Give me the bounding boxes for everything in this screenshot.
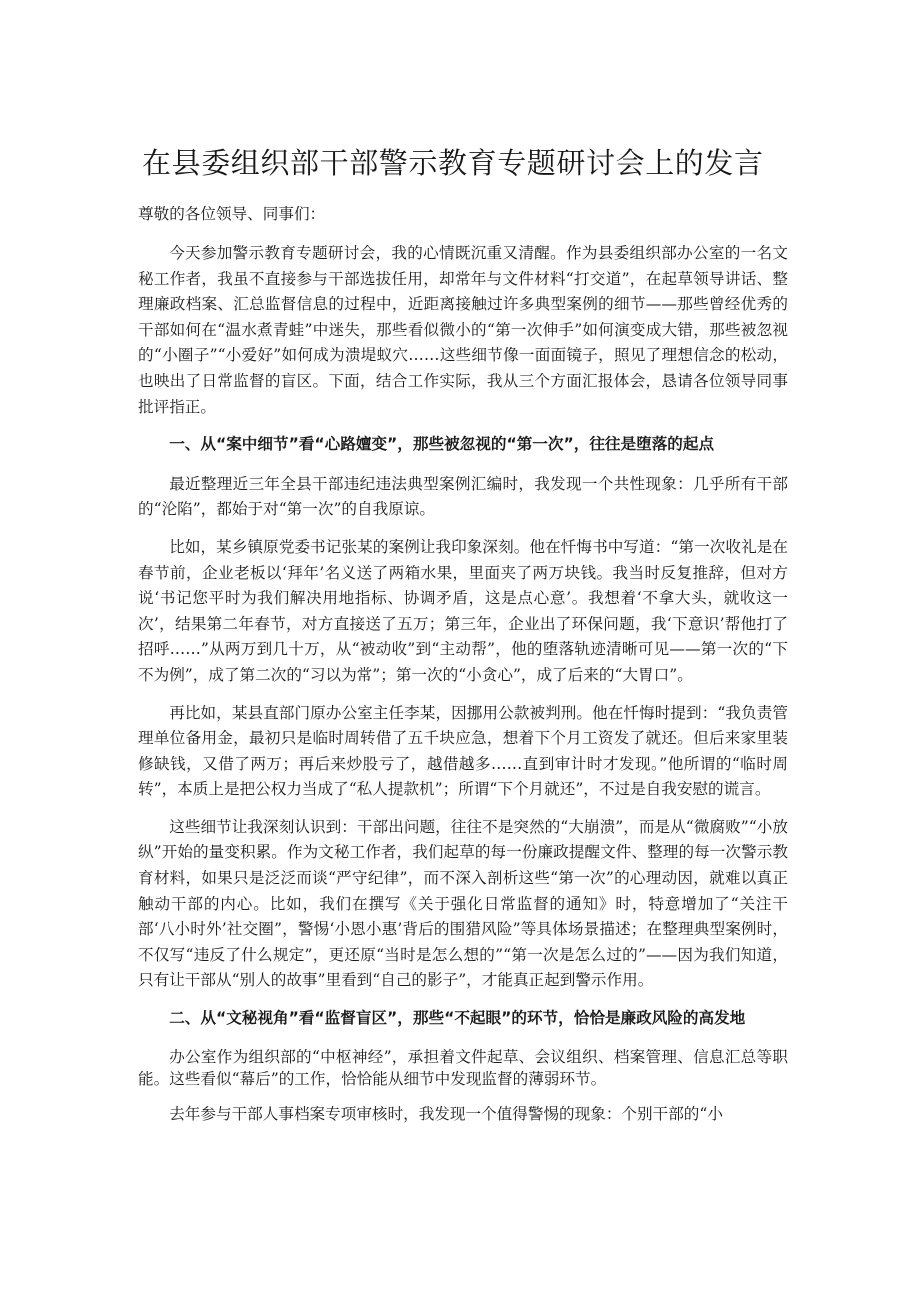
section-1-paragraph-2: 比如，某乡镇原党委书记张某的案例让我印象深刻。他在忏悔书中写道：“第一次收礼是在春节前，企业老板以‘拜年’名义送了两箱水果，里面夹了两万块钱。我当时反复推辞，但对方说‘书记您平时为我们解决用地指标、协调矛盾，这是点心意’。我想着‘不拿大头，就收这一次’，结果第二年春节，对方直接送了五万；第三年，企业出了环保问题，我‘下意识’帮他打了招呼……”从两万到几十万，从“被动收”到“主动帮”，他的堕落轨迹清晰可见——第一次的“下不为例”，成了第二次的“习以为常”；第一次的“小贪心”，成了后来的“大胃口”。 [138, 537, 788, 684]
section-2-paragraph-1: 办公室作为组织部的“中枢神经”，承担着文件起草、会议组织、档案管理、信息汇总等职能。这些看似“幕后”的工作，恰恰能从细节中发现监督的薄弱环节。 [138, 1047, 788, 1088]
section-1-paragraph-3: 再比如，某县直部门原办公室主任李某，因挪用公款被判刑。他在忏悔时提到：“我负责管理单位备用金，最初只是临时周转借了五千块应急，想着下个月工资发了就还。但后来家里装修缺钱，又借了两万；再后来炒股亏了，越借越多……直到审计时才发现。”他所谓的“临时周转”，本质上是把公权力当成了“私人提款机”；所谓“下个月就还”，不过是自我安慰的谎言。 [138, 703, 788, 799]
section-2-heading: 二、从“文秘视角”看“监督盲区”，那些“不起眼”的环节，恰恰是廉政风险的高发地 [169, 1009, 746, 1028]
section-1-paragraph-1: 最近整理近三年全县干部违纪违法典型案例汇编时，我发现一个共性现象：几乎所有干部的“沦陷”，都始于对“第一次”的自我原谅。 [138, 474, 788, 519]
salutation: 尊敬的各位领导、同事们： [138, 205, 326, 223]
document-title: 在县委组织部干部警示教育专题研讨会上的发言 [142, 146, 764, 180]
section-1-paragraph-4: 这些细节让我深刻认识到：干部出问题，往往不是突然的“大崩溃”，而是从“微腐败”“小放纵”开始的量变积累。作为文秘工作者，我们起草的每一份廉政提醒文件、整理的每一次警示教育材料，如果只是泛泛而谈“严守纪律”，而不深入剖析这些“第一次”的心理动因，就难以真正触动干部的内心。比如，我们在撰写《关于强化日常监督的通知》时，特意增加了“关注干部‘八小时外’社交圈”，警惕‘小恩小惠’背后的围猎风险”等具体场景描述；在整理典型案例时，不仅写“违反了什么规定”，更还原“当时是怎么想的”“第一次是怎么过的”——因为我们知道，只有让干部从“别人的故事”里看到“自己的影子”，才能真正起到警示作用。 [138, 817, 788, 990]
section-1-heading: 一、从“案中细节”看“心路嬗变”，那些被忽视的“第一次”，往往是堕落的起点 [169, 435, 715, 454]
intro-paragraph: 今天参加警示教育专题研讨会，我的心情既沉重又清醒。作为县委组织部办公室的一名文秘工作者，我虽不直接参与干部选拔任用，却常年与文件材料“打交道”，在起草领导讲话、整理廉政档案、汇总监督信息的过程中，近距离接触过许多典型案例的细节——那些曾经优秀的干部如何在“温水煮青蛙”中迷失，那些看似微小的“第一次伸手”如何演变成大错，那些被忽视的“小圈子”“小爱好”如何成为溃堤蚁穴……这些细节像一面面镜子，照见了理想信念的松动，也映出了日常监督的盲区。下面，结合工作实际，我从三个方面汇报体会，恳请各位领导同事批评指正。 [138, 244, 788, 416]
section-2-paragraph-2: 去年参与干部人事档案专项审核时，我发现一个值得警惕的现象：个别干部的“小 [169, 1104, 723, 1123]
